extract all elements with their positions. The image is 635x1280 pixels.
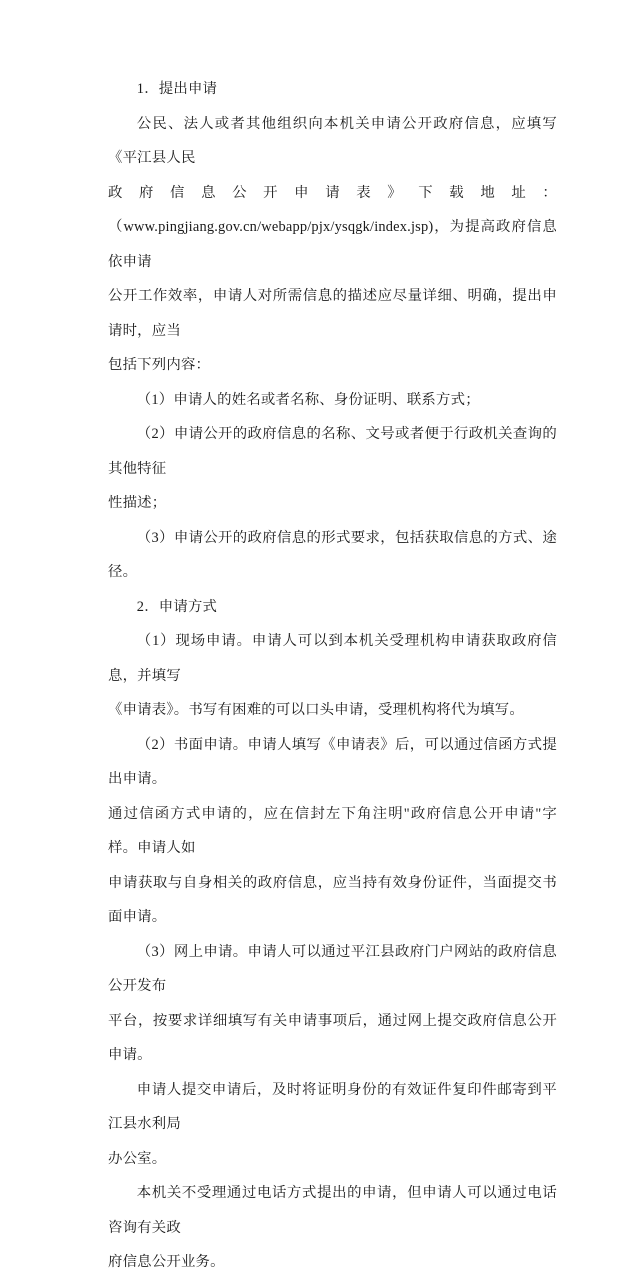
- list-item: （2）申请公开的政府信息的名称、文号或者便于行政机关查询的其他特征: [108, 426, 557, 477]
- list-item: （3）申请公开的政府信息的形式要求，包括获取信息的方式、途径。: [108, 529, 557, 580]
- document-body: [108, 72, 557, 1280]
- paragraph-line: 平台，按要求详细填写有关申请事项后，通过网上提交政府信息公开申请。: [108, 1012, 557, 1063]
- section-heading-1: 1．提出申请: [136, 81, 218, 97]
- paragraph-line: 政府信息公开申请表》下载地址：: [108, 184, 557, 201]
- list-item: （3）网上申请。申请人可以通过平江县政府门户网站的政府信息公开发布: [108, 943, 557, 994]
- paragraph-line: 通过信函方式申请的，应在信封左下角注明"政府信息公开申请"字样。申请人如: [108, 805, 557, 856]
- paragraph-line: 公民、法人或者其他组织向本机关申请公开政府信息，应填写《平江县人民: [108, 115, 557, 166]
- paragraph-line: 府信息公开业务。: [108, 1254, 225, 1270]
- paragraph-line: 包括下列内容：: [108, 357, 211, 373]
- paragraph-line: 申请人提交申请后，及时将证明身份的有效证件复印件邮寄到平江县水利局: [108, 1081, 557, 1132]
- paragraph-line: 申请获取与自身相关的政府信息，应当持有效身份证件，当面提交书面申请。: [108, 874, 557, 925]
- paragraph-line: 《申请表》。书写有困难的可以口头申请，受理机构将代为填写。: [108, 702, 524, 718]
- paragraph-line: 本机关不受理通过电话方式提出的申请，但申请人可以通过电话咨询有关政: [108, 1185, 557, 1236]
- paragraph-line: 办公室。: [108, 1150, 167, 1167]
- paragraph-line: 公开工作效率，申请人对所需信息的描述应尽量详细、明确，提出申请时，应当: [108, 288, 557, 339]
- list-item: （2）书面申请。申请人填写《申请表》后，可以通过信函方式提出申请。: [108, 736, 557, 787]
- list-item: （1）申请人的姓名或者名称、身份证明、联系方式；: [136, 391, 480, 408]
- list-item: （1）现场申请。申请人可以到本机关受理机构申请获取政府信息，并填写: [108, 633, 557, 684]
- paragraph-line-url: （www.pingjiang.gov.cn/webapp/pjx/ysqgk/index.jsp)，为提高政府信息依申请: [108, 219, 557, 270]
- paragraph-line: 性描述；: [108, 495, 167, 511]
- section-heading-2: 2．申请方式: [136, 598, 218, 615]
